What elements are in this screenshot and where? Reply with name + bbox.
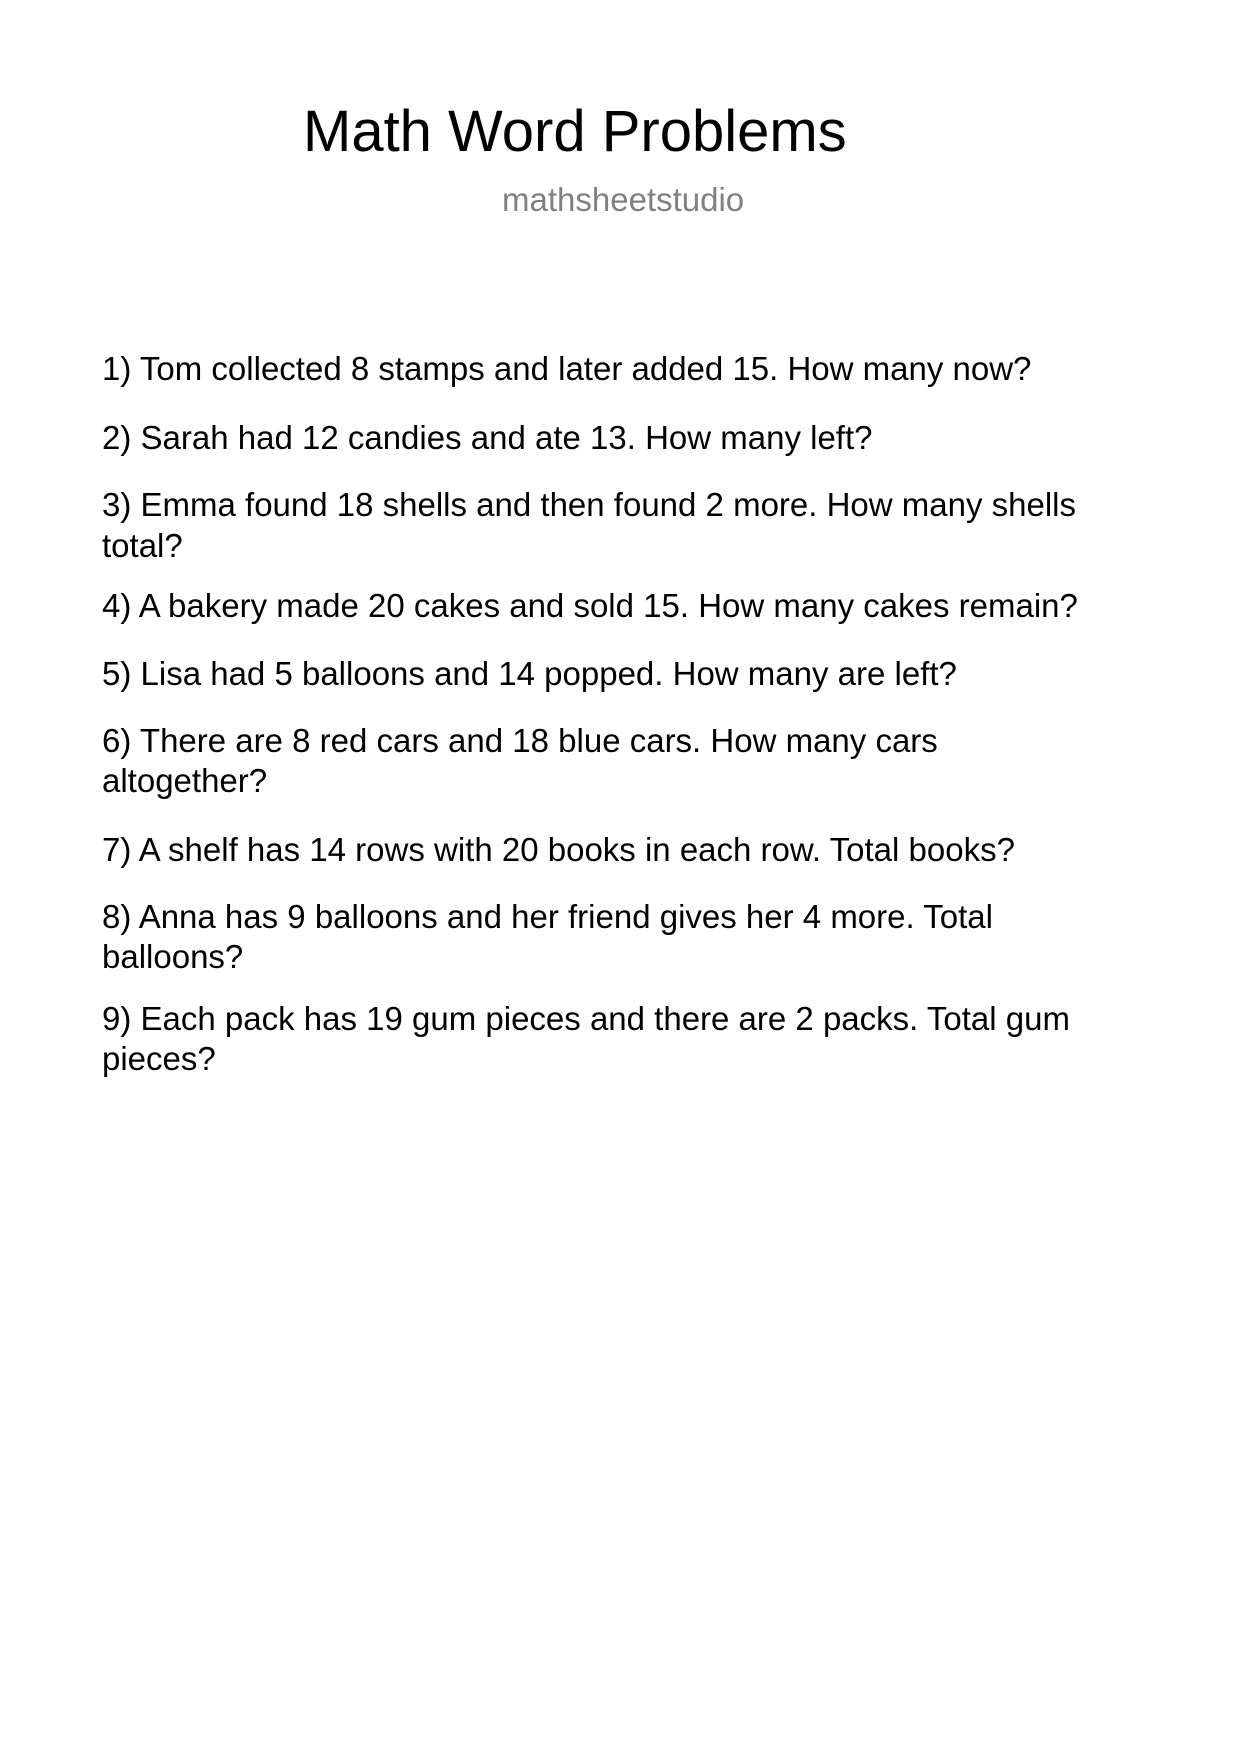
problem-2-line-1: 2) Sarah had 12 candies and ate 13. How many left? bbox=[102, 419, 873, 456]
problem-6-line-1: 6) There are 8 red cars and 18 blue cars. How many cars bbox=[102, 722, 938, 759]
problem-8-line-1: 8) Anna has 9 balloons and her friend gives her 4 more. Total bbox=[102, 898, 993, 935]
problem-9-line-1: 9) Each pack has 19 gum pieces and there are 2 packs. Total gum bbox=[102, 1000, 1070, 1037]
problem-6-line-2: altogether? bbox=[102, 762, 268, 799]
problem-4-line-1: 4) A bakery made 20 cakes and sold 15. How many cakes remain? bbox=[102, 587, 1078, 624]
problem-3-line-2: total? bbox=[102, 527, 183, 564]
page-subtitle: mathsheetstudio bbox=[502, 181, 745, 218]
problem-5-line-1: 5) Lisa had 5 balloons and 14 popped. How many are left? bbox=[102, 655, 957, 692]
problem-8-line-2: balloons? bbox=[102, 938, 244, 975]
problem-9-line-2: pieces? bbox=[102, 1040, 216, 1077]
problem-3-line-1: 3) Emma found 18 shells and then found 2 more. How many shells bbox=[102, 486, 1077, 523]
problem-1-line-1: 1) Tom collected 8 stamps and later added 15. How many now? bbox=[102, 350, 1032, 387]
page-title: Math Word Problems bbox=[303, 99, 847, 164]
problem-7-line-1: 7) A shelf has 14 rows with 20 books in each row. Total books? bbox=[102, 831, 1015, 868]
